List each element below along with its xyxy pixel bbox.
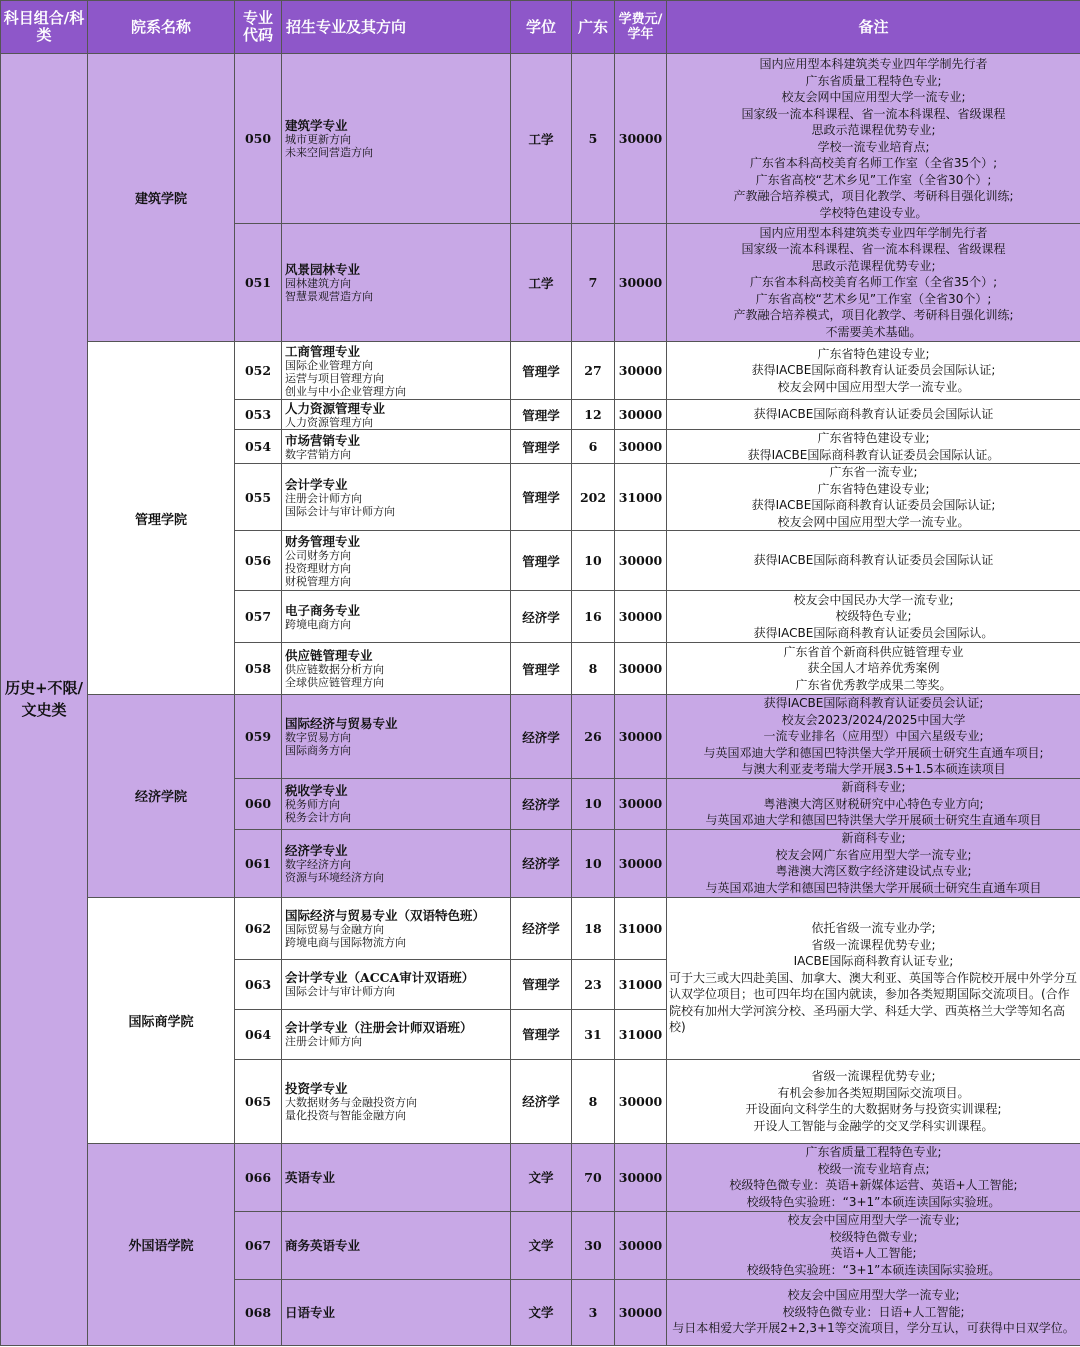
table-row <box>1 695 1080 779</box>
quota-cell: 23 <box>572 959 615 1009</box>
quota-cell: 10 <box>572 779 615 830</box>
major-code: 060 <box>235 779 282 830</box>
degree-cell: 管理学 <box>511 643 572 695</box>
degree-cell: 管理学 <box>511 959 572 1009</box>
major-direction: 全球供应链管理方向 <box>285 676 384 689</box>
quota-cell: 18 <box>572 897 615 959</box>
dept-cell: 国际商学院 <box>88 897 235 1143</box>
degree-cell: 文学 <box>511 1279 572 1345</box>
note-line: 国家级一流本科课程、省一流本科课程、省级课程 <box>741 106 1006 121</box>
degree-cell: 管理学 <box>511 1009 572 1059</box>
quota-cell: 16 <box>572 591 615 643</box>
note-line: 校级特色微专业; <box>829 1229 918 1244</box>
note-line: 学校特色建设专业。 <box>819 205 928 220</box>
note-line: 广东省特色建设专业; <box>817 431 930 445</box>
major-direction: 国际会计与审计师方向 <box>285 504 395 518</box>
header-code: 专业代码 <box>235 1 282 54</box>
note-line: 开设面向文科学生的大数据财务与投资实训课程; <box>745 1102 1002 1116</box>
major-name: 市场营销专业 <box>285 432 361 448</box>
major-direction: 财税管理方向 <box>285 574 351 588</box>
quota-cell: 5 <box>572 54 615 224</box>
note-line: 广东省质量工程特色专业; <box>805 73 942 88</box>
major-code: 066 <box>235 1143 282 1211</box>
header-fee: 学费元/学年 <box>615 1 667 54</box>
degree-cell: 文学 <box>511 1143 572 1211</box>
major-code: 051 <box>235 224 282 342</box>
major-name: 国际经济与贸易专业 <box>285 716 398 731</box>
note-cell <box>667 591 1080 643</box>
major-direction: 城市更新方向 <box>285 133 351 146</box>
major-cell <box>282 464 511 531</box>
note-cell <box>667 531 1080 591</box>
degree-cell: 经济学 <box>511 897 572 959</box>
note-line: 校友会中国应用型大学一流专业; <box>787 1288 960 1303</box>
note-line: 思政示范课程优势专业; <box>811 258 936 273</box>
note-line: 广东省优秀教学成果二等奖。 <box>795 677 952 692</box>
note-line: 学校一流专业培育点; <box>817 139 930 154</box>
note-cell <box>667 54 1080 224</box>
note-line: 获得IACBE国际商科教育认证委员会国际认。 <box>753 625 994 640</box>
note-cell <box>667 430 1080 464</box>
major-cell <box>282 224 511 342</box>
note-cell <box>667 1143 1080 1211</box>
major-code: 063 <box>235 959 282 1009</box>
degree-cell: 工学 <box>511 224 572 342</box>
note-line: 有机会参加各类短期国际交流项目。 <box>777 1085 970 1100</box>
note-line: 可于大三或大四赴美国、加拿大、澳大利亚、英国等合作院校开展中外学分互认双学位项目；也可四年均在国内就读，参加各类短期国际交流项目。(合作院校有加州大学河滨分校、圣玛丽大学、科廷大学、西英格兰大学等知名高校) <box>669 970 1078 1035</box>
note-line: 广东省本科高校美育名师工作室（全省35个）; <box>749 156 998 170</box>
fee-cell: 30000 <box>615 695 667 779</box>
note-line: 思政示范课程优势专业; <box>811 123 936 137</box>
fee-cell: 30000 <box>615 400 667 430</box>
note-line: 省级一流课程优势专业; <box>811 1069 936 1083</box>
major-cell <box>282 591 511 643</box>
major-direction: 量化投资与智能金融方向 <box>285 1108 406 1122</box>
major-code: 068 <box>235 1279 282 1345</box>
major-code: 065 <box>235 1059 282 1143</box>
major-direction: 税务会计方向 <box>285 811 351 825</box>
fee-cell: 31000 <box>615 897 667 959</box>
major-code: 059 <box>235 695 282 779</box>
major-direction: 数字营销方向 <box>285 447 351 461</box>
major-cell <box>282 959 511 1009</box>
major-name: 英语专业 <box>285 1169 336 1185</box>
major-code: 053 <box>235 400 282 430</box>
note-line: 广东省本科高校美育名师工作室（全省35个）; <box>749 275 998 290</box>
major-code: 050 <box>235 54 282 224</box>
note-line: 校级特色微专业：日语+人工智能; <box>782 1304 965 1319</box>
major-direction: 投资理财方向 <box>285 561 351 575</box>
note-line: 获得IACBE国际商科教育认证委员会国际认证; <box>751 498 996 512</box>
quota-cell: 31 <box>572 1009 615 1059</box>
header-dept: 院系名称 <box>88 1 235 54</box>
major-direction: 国际企业管理方向 <box>285 358 373 372</box>
header-row <box>1 1 1080 54</box>
major-name: 风景园林专业 <box>285 262 361 277</box>
quota-cell: 202 <box>572 464 615 531</box>
major-name: 会计学专业 <box>285 476 348 492</box>
major-direction: 跨境电商方向 <box>285 617 351 631</box>
degree-cell: 管理学 <box>511 531 572 591</box>
note-line: 校友会中国民办大学一流专业; <box>793 592 954 607</box>
major-code: 052 <box>235 342 282 400</box>
major-name: 电子商务专业 <box>285 602 361 618</box>
major-cell <box>282 400 511 430</box>
major-direction: 供应链数据分析方向 <box>285 663 384 676</box>
note-line: 广东省高校“艺术乡见”工作室（全省30个）; <box>755 172 992 187</box>
fee-cell: 30000 <box>615 591 667 643</box>
fee-cell: 31000 <box>615 464 667 531</box>
fee-cell: 30000 <box>615 643 667 695</box>
note-line: 与日本相爱大学开展2+2,3+1等交流项目，学分互认，可获得中日双学位。 <box>672 1321 1075 1336</box>
dept-cell: 外国语学院 <box>88 1143 235 1345</box>
note-line: 校友会网中国应用型大学一流专业。 <box>777 379 970 394</box>
quota-cell: 27 <box>572 342 615 400</box>
table-row <box>1 1143 1080 1211</box>
major-cell <box>282 54 511 224</box>
quota-cell: 10 <box>572 531 615 591</box>
note-cell <box>667 224 1080 342</box>
note-line: 国内应用型本科建筑类专业四年学制先行者 <box>759 225 988 240</box>
note-line: 校级特色微专业：英语+新媒体运营、英语+人工智能; <box>729 1178 1018 1192</box>
major-cell <box>282 829 511 897</box>
major-direction: 资源与环境经济方向 <box>285 870 384 884</box>
major-name: 税收学专业 <box>285 783 348 799</box>
degree-cell: 管理学 <box>511 342 572 400</box>
fee-cell: 30000 <box>615 54 667 224</box>
quota-cell: 3 <box>572 1279 615 1345</box>
major-direction: 未来空间营造方向 <box>285 146 373 159</box>
major-direction: 创业与中小企业管理方向 <box>285 384 406 398</box>
note-line: 获得IACBE国际商科教育认证委员会国际认证 <box>753 407 994 422</box>
degree-cell: 经济学 <box>511 829 572 897</box>
note-cell <box>667 695 1080 779</box>
fee-cell: 30000 <box>615 1059 667 1143</box>
note-cell <box>667 779 1080 830</box>
major-name: 财务管理专业 <box>285 533 361 549</box>
note-cell <box>667 464 1080 531</box>
major-cell <box>282 1059 511 1143</box>
shared-note-cell <box>667 897 1080 1059</box>
major-code: 058 <box>235 643 282 695</box>
note-line: 校级特色专业; <box>835 609 912 624</box>
fee-cell: 30000 <box>615 430 667 464</box>
degree-cell: 管理学 <box>511 464 572 531</box>
quota-cell: 30 <box>572 1211 615 1279</box>
note-line: 广东省质量工程特色专业; <box>805 1145 942 1159</box>
quota-cell: 6 <box>572 430 615 464</box>
note-line: 依托省级一流专业办学; <box>811 921 936 936</box>
major-cell <box>282 1279 511 1345</box>
note-line: 产教融合培养模式，项目化教学、考研科目强化训练; <box>733 308 1014 323</box>
degree-cell: 经济学 <box>511 591 572 643</box>
major-code: 054 <box>235 430 282 464</box>
major-name: 商务英语专业 <box>285 1237 361 1253</box>
major-direction: 公司财务方向 <box>285 548 351 562</box>
degree-cell: 经济学 <box>511 779 572 830</box>
degree-cell: 管理学 <box>511 400 572 430</box>
note-cell <box>667 342 1080 400</box>
quota-cell: 70 <box>572 1143 615 1211</box>
note-line: 粤港澳大湾区数字经济建设试点专业; <box>775 864 972 878</box>
note-line: IACBE国际商科教育认证专业; <box>793 954 954 969</box>
note-line: 一流专业排名（应用型）中国六星级专业; <box>763 729 984 744</box>
major-name: 供应链管理专业 <box>285 648 373 663</box>
header-note: 备注 <box>667 1 1080 54</box>
fee-cell: 31000 <box>615 1009 667 1059</box>
subject-cell: 历史+不限/文史类 <box>1 54 88 1346</box>
quota-cell: 7 <box>572 224 615 342</box>
note-line: 校级一流专业培育点; <box>817 1161 930 1176</box>
major-code: 057 <box>235 591 282 643</box>
major-cell <box>282 1143 511 1211</box>
dept-cell: 经济学院 <box>88 695 235 898</box>
note-line: 开设人工智能与金融学的交叉学科实训课程。 <box>753 1118 994 1133</box>
degree-cell: 文学 <box>511 1211 572 1279</box>
note-line: 产教融合培养模式，项目化教学、考研科目强化训练; <box>733 189 1014 203</box>
note-line: 获全国人才培养优秀案例 <box>807 661 940 676</box>
degree-cell: 经济学 <box>511 1059 572 1143</box>
note-cell <box>667 643 1080 695</box>
major-name: 国际经济与贸易专业（双语特色班） <box>285 907 486 923</box>
major-code: 064 <box>235 1009 282 1059</box>
note-line: 校级特色实验班：“3+1”本硕连读国际实验班。 <box>746 1194 1001 1209</box>
fee-cell: 30000 <box>615 224 667 342</box>
note-line: 广东省首个新商科供应链管理专业 <box>783 644 964 659</box>
major-cell <box>282 779 511 830</box>
quota-cell: 8 <box>572 1059 615 1143</box>
note-line: 校友会网中国应用型大学一流专业; <box>781 90 966 104</box>
major-direction: 跨境电商与国际物流方向 <box>285 935 406 949</box>
fee-cell: 30000 <box>615 779 667 830</box>
major-direction: 园林建筑方向 <box>285 277 351 290</box>
major-code: 062 <box>235 897 282 959</box>
major-direction: 运营与项目管理方向 <box>285 371 384 385</box>
note-cell <box>667 1211 1080 1279</box>
major-cell <box>282 897 511 959</box>
major-code: 055 <box>235 464 282 531</box>
major-direction: 人力资源管理方向 <box>285 415 373 429</box>
quota-cell: 8 <box>572 643 615 695</box>
major-direction: 国际贸易与金融方向 <box>285 922 384 936</box>
fee-cell: 30000 <box>615 1211 667 1279</box>
major-name: 工商管理专业 <box>285 343 361 359</box>
table-row <box>1 897 1080 959</box>
header-subject: 科目组合/科类 <box>1 1 88 54</box>
quota-cell: 10 <box>572 829 615 897</box>
major-direction: 数字贸易方向 <box>285 731 351 744</box>
major-direction: 大数据财务与金融投资方向 <box>285 1095 417 1109</box>
fee-cell: 30000 <box>615 1143 667 1211</box>
quota-cell: 26 <box>572 695 615 779</box>
note-line: 校友会中国应用型大学一流专业; <box>787 1213 960 1227</box>
note-line: 广东省一流专业; <box>829 465 918 479</box>
major-cell <box>282 531 511 591</box>
major-direction: 税务师方向 <box>285 798 340 812</box>
note-line: 获得IACBE国际商科教育认证委员会国际认证 <box>753 553 994 568</box>
major-name: 经济学专业 <box>285 842 348 858</box>
note-line: 新商科专业; <box>841 831 906 845</box>
degree-cell: 经济学 <box>511 695 572 779</box>
major-name: 会计学专业（注册会计师双语班） <box>285 1020 473 1035</box>
major-name: 投资学专业 <box>285 1080 348 1096</box>
note-line: 获得IACBE国际商科教育认证委员会国际认证; <box>751 363 996 378</box>
quota-cell: 12 <box>572 400 615 430</box>
fee-cell: 30000 <box>615 531 667 591</box>
note-line: 与英国邓迪大学和德国巴特洪堡大学开展硕士研究生直通车项目 <box>705 880 1042 895</box>
major-code: 056 <box>235 531 282 591</box>
header-degree: 学位 <box>511 1 572 54</box>
note-line: 与英国邓迪大学和德国巴特洪堡大学开展硕士研究生直通车项目; <box>703 745 1044 760</box>
note-line: 校友会网广东省应用型大学一流专业; <box>775 847 972 862</box>
note-line: 广东省特色建设专业; <box>817 481 930 496</box>
note-line: 省级一流课程优势专业; <box>811 937 936 952</box>
major-cell <box>282 430 511 464</box>
major-direction: 智慧景观营造方向 <box>285 290 373 303</box>
major-direction: 国际商务方向 <box>285 744 351 757</box>
major-name: 日语专业 <box>285 1304 336 1320</box>
major-cell <box>282 1009 511 1059</box>
note-line: 广东省高校“艺术乡见”工作室（全省30个）; <box>755 291 992 306</box>
major-direction: 注册会计师方向 <box>285 1035 362 1048</box>
note-line: 国家级一流本科课程、省一流本科课程、省级课程 <box>741 242 1006 257</box>
note-line: 校友会网中国应用型大学一流专业。 <box>777 514 970 529</box>
header-major: 招生专业及其方向 <box>282 1 511 54</box>
major-cell <box>282 1211 511 1279</box>
major-cell <box>282 643 511 695</box>
note-line: 国内应用型本科建筑类专业四年学制先行者 <box>759 57 988 71</box>
fee-cell: 30000 <box>615 1279 667 1345</box>
note-line: 粤港澳大湾区财税研究中心特色专业方向; <box>763 796 984 811</box>
table-row <box>1 342 1080 400</box>
note-cell <box>667 829 1080 897</box>
degree-cell: 工学 <box>511 54 572 224</box>
note-line: 广东省特色建设专业; <box>817 346 930 361</box>
fee-cell: 31000 <box>615 959 667 1009</box>
note-line: 获得IACBE国际商科教育认证委员会国际认证。 <box>747 447 1000 462</box>
fee-cell: 30000 <box>615 342 667 400</box>
note-line: 新商科专业; <box>841 780 906 794</box>
note-line: 与澳大利亚麦考瑞大学开展3.5+1.5本硕连读项目 <box>741 762 1006 777</box>
note-cell <box>667 400 1080 430</box>
major-direction: 注册会计师方向 <box>285 491 362 505</box>
note-line: 不需要美术基础。 <box>825 324 922 339</box>
note-line: 英语+人工智能; <box>830 1246 917 1260</box>
major-cell <box>282 342 511 400</box>
dept-cell: 管理学院 <box>88 342 235 695</box>
note-cell <box>667 1059 1080 1143</box>
major-cell <box>282 695 511 779</box>
fee-cell: 30000 <box>615 829 667 897</box>
note-line: 校友会2023/2024/2025中国大学 <box>781 712 966 727</box>
major-name: 会计学专业（ACCA审计双语班） <box>285 970 475 985</box>
note-line: 获得IACBE国际商科教育认证委员会认证; <box>763 696 984 711</box>
note-line: 校级特色实验班：“3+1”本硕连读国际实验班。 <box>746 1262 1001 1277</box>
note-cell <box>667 1279 1080 1345</box>
major-direction: 数字经济方向 <box>285 857 351 871</box>
dept-cell: 建筑学院 <box>88 54 235 342</box>
note-line: 与英国邓迪大学和德国巴特洪堡大学开展硕士研究生直通车项目 <box>705 813 1042 827</box>
degree-cell: 管理学 <box>511 430 572 464</box>
major-name: 人力资源管理专业 <box>285 400 386 416</box>
major-direction: 国际会计与审计师方向 <box>285 985 395 998</box>
major-code: 061 <box>235 829 282 897</box>
table-row <box>1 54 1080 224</box>
header-guangdong: 广东 <box>572 1 615 54</box>
major-code: 067 <box>235 1211 282 1279</box>
major-name: 建筑学专业 <box>285 118 348 133</box>
